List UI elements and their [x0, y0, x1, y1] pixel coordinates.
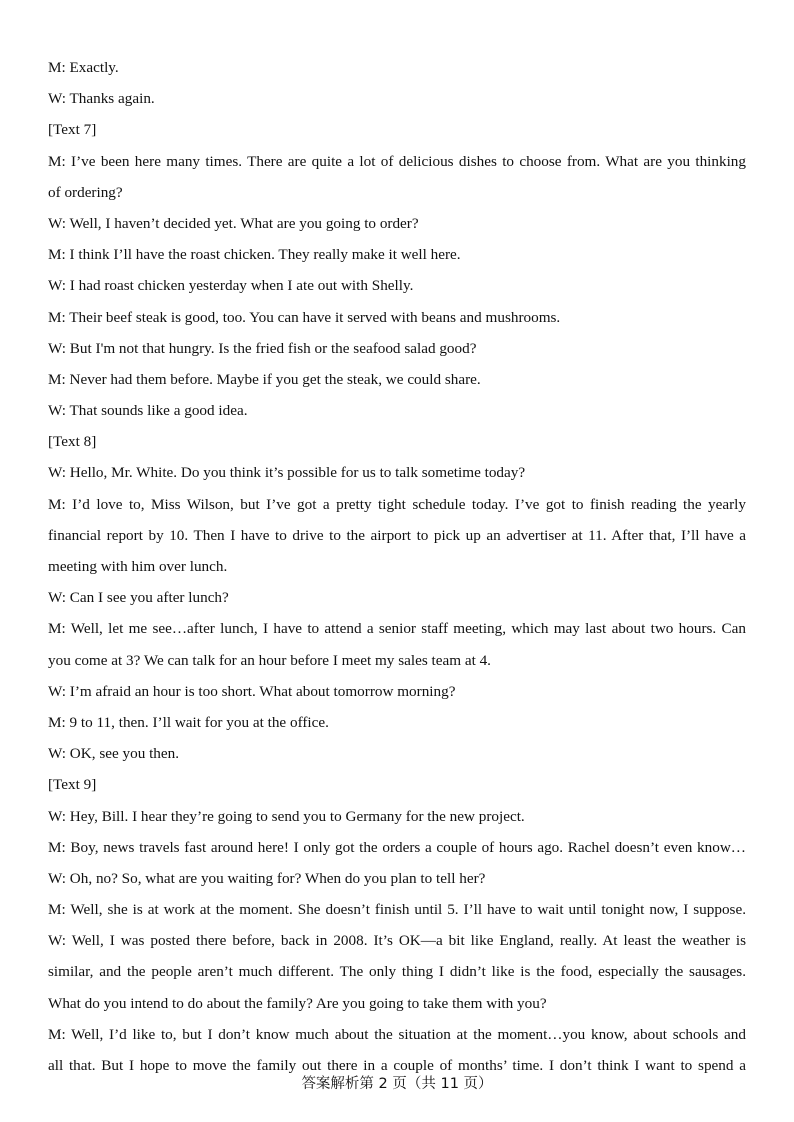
text-line: W: Thanks again. [48, 90, 155, 108]
text-line: financial report by 10. Then I have to drive to the airport to pick up an advertiser at 11. After that, I’ll have a [48, 526, 746, 544]
text-line: all that. But I hope to move the family out there in a couple of months’ time. I don’t think I want to spend a [48, 1057, 746, 1074]
text-line: you come at 3? We can talk for an hour before I meet my sales team at 4. [48, 651, 491, 669]
text-line: W: I had roast chicken yesterday when I ate out with Shelly. [48, 277, 414, 295]
text-line: W: Hey, Bill. I hear they’re going to send you to Germany for the new project. [48, 807, 525, 825]
text-line: M: Boy, news travels fast around here! I only got the orders a couple of hours ago. Rachel doesn’t even know… [48, 838, 746, 856]
text-line: W: That sounds like a good idea. [48, 402, 248, 420]
text-line: M: Their beef steak is good, too. You can have it served with beans and mushrooms. [48, 308, 561, 326]
text-line: M: Well, let me see…after lunch, I have to attend a senior staff meeting, which may last about two hours. Can [48, 620, 746, 638]
page-footer: 答案解析第 2 页（共 11 页） [301, 1076, 493, 1092]
text-line: W: Can I see you after lunch? [48, 589, 229, 607]
text-line: W: Well, I was posted there before, back in 2008. It’s OK—a bit like England, really. At least the weather is [48, 932, 746, 950]
text-line: What do you intend to do about the family? Are you going to take them with you? [48, 994, 547, 1012]
text-line: M: Well, I’d like to, but I don’t know much about the situation at the moment…you know, about schools and [48, 1025, 746, 1043]
section-label: [Text 7] [48, 121, 97, 139]
text-line: M: I’d love to, Miss Wilson, but I’ve got a pretty tight schedule today. I’ve got to finish reading the yearly [48, 495, 746, 513]
text-line: W: I’m afraid an hour is too short. What about tomorrow morning? [48, 682, 456, 700]
text-line: of ordering? [48, 183, 123, 201]
section-label: [Text 8] [48, 433, 97, 451]
text-line: W: Oh, no? So, what are you waiting for? When do you plan to tell her? [48, 869, 486, 887]
text-line: similar, and the people aren’t much different. The only thing I didn’t like is the food, especially the sausages. [48, 963, 746, 981]
text-line: M: Never had them before. Maybe if you get the steak, we could share. [48, 370, 481, 388]
text-line: M: I think I’ll have the roast chicken. They really make it well here. [48, 246, 461, 264]
text-line: W: Well, I haven’t decided yet. What are you going to order? [48, 214, 419, 232]
text-line: W: Hello, Mr. White. Do you think it’s possible for us to talk sometime today? [48, 464, 526, 482]
text-line: M: Well, she is at work at the moment. She doesn’t finish until 5. I’ll have to wait until tonight now, I suppose. [48, 901, 746, 919]
section-label: [Text 9] [48, 776, 97, 794]
text-line: M: 9 to 11, then. I’ll wait for you at the office. [48, 713, 329, 731]
text-line: meeting with him over lunch. [48, 558, 228, 575]
text-line: M: Exactly. [48, 59, 119, 76]
text-line: W: But I'm not that hungry. Is the fried fish or the seafood salad good? [48, 339, 477, 357]
transcript-body [48, 52, 746, 1081]
text-line: M: I’ve been here many times. There are quite a lot of delicious dishes to choose from. What are you thinking [48, 152, 746, 170]
text-line: W: OK, see you then. [48, 745, 180, 763]
